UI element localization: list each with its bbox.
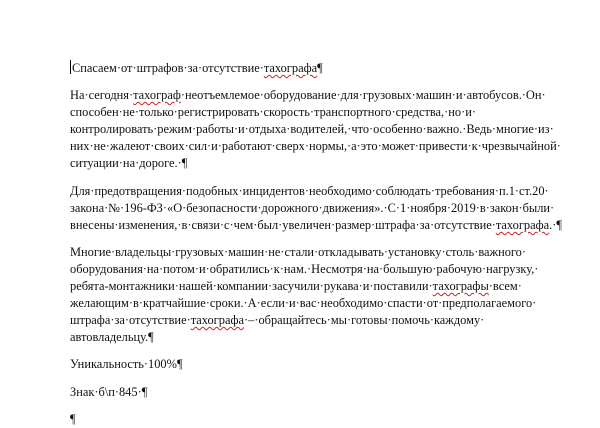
- document-body[interactable]: [70, 60, 585, 428]
- spelling-error[interactable]: тахографы: [432, 279, 489, 294]
- text-line: Для·предотвращения·подобных·инцидентов·необходимо·соблюдать·требования·п.1·ст.20·: [70, 183, 549, 198]
- text-line: ситуации·на·дороге.·¶: [70, 156, 188, 171]
- document-title[interactable]: [70, 60, 585, 77]
- text-line: способен·не·только·регистрировать·скорость·транспортного·средства,·но·и·: [70, 105, 476, 120]
- text-line: ребята-монтажники·нашей·компании·засучили·рукава·и·поставили·тахографы·всем·: [70, 279, 522, 294]
- text-line: Многие·владельцы·грузовых·машин·не·стали·откладывать·установку·столь·важного·: [70, 244, 527, 259]
- paragraph-law[interactable]: [70, 183, 585, 234]
- text-line: оборудования·на·потом·и·обратились·к·нам.·Несмотря·на·большую·рабочую·нагрузку,·: [70, 261, 539, 276]
- text-line: закона·№·196-ФЗ·«О·безопасности·дорожного·движения».·С·1·ноября·2019·в·закон·были·: [70, 200, 555, 215]
- text-line: внесены·изменения,·в·связи·с·чем·был·увеличен·размер·штрафа·за·отсутствие·тахографа.·¶: [70, 217, 562, 232]
- paragraph-offer[interactable]: [70, 244, 585, 347]
- spelling-error[interactable]: тахограф: [133, 88, 181, 103]
- char-count-line[interactable]: Знак·б\п·845·¶: [70, 384, 148, 399]
- spelling-error[interactable]: тахографа: [495, 217, 550, 232]
- spelling-error[interactable]: тахографа: [190, 313, 244, 328]
- pilcrow-mark: ¶: [317, 61, 323, 75]
- text-line: них·не·жалеют·своих·сил·и·работают·сверх·нормы,·а·это·может·привести·к·чрезвычайной·: [70, 139, 561, 154]
- title-text: Спасаем·от·штрафов·за·отсутствие·: [72, 61, 264, 75]
- text-line: контролировать·режим·работы·и·отдыха·водителей,·что·особенно·важно.·Ведь·многие·из·: [70, 122, 554, 137]
- text-line: На·сегодня·тахограф·неотъемлемое·оборудование·для·грузовых·машин·и·автобусов.·Он·: [70, 88, 546, 103]
- text-line: автовладельцу.¶: [70, 330, 154, 345]
- text-cursor: [70, 60, 71, 74]
- uniqueness-line[interactable]: Уникальность·100%¶: [70, 357, 183, 372]
- text-line: желающим·в·кратчайшие·сроки.·А·если·и·вас·необходимо·спасти·от·предполагаемого·: [70, 296, 537, 311]
- spelling-error[interactable]: тахографа: [263, 61, 318, 75]
- text-line: штрафа·за·отсутствие·тахографа·–·обращайтесь·мы·готовы·помочь·каждому·: [70, 313, 485, 328]
- empty-paragraph[interactable]: ¶: [70, 411, 76, 426]
- paragraph-intro[interactable]: [70, 87, 585, 172]
